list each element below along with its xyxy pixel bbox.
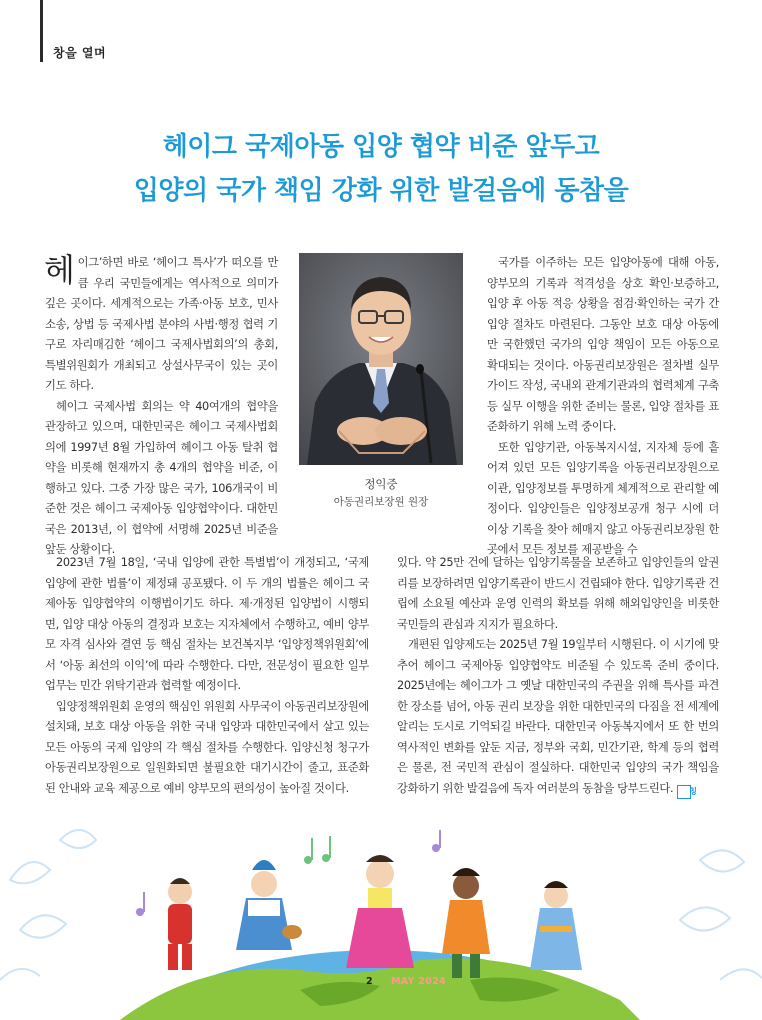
author-position: 아동권리보장원 원장 [333,496,429,508]
article-col-left-top [45,253,278,561]
article-paragraph [397,635,719,799]
author-name: 정익중 [364,477,398,491]
drop-cap: 헤 [44,251,75,289]
article-col-left-bottom [45,553,369,799]
children-globe-illustration [0,800,762,1020]
child-figure-icon [530,881,582,970]
paragraph-text: 개편된 입양제도는 2025년 7월 19일부터 시행된다. 이 시기에 맞추어 헤이그 국제아동 입양협약도 비준될 수 있도록 준비 중이다. 2025년에는 헤이그가 그 옛날 대한민국의 주권을 위해 특사를 파견한 장소를 넘어, 아동 권리 보장을 위한 대한민국의 다짐을 전 세계에 알리는 도시로 기억되길 바란다. 대한민국 아동복지에서 또 한 번의 역사적인 변화를 앞둔 지금, 정부와 국회, 민간기관, 학계 등의 협력은 물론, 전 국민적 관심이 절실하다. 대한민국 입양의 국가 책임을 강화하기 위한 발걸음에 독자 여러분의 동참을 당부드린다. [397,638,719,795]
end-mark-icon: 칭 [677,785,691,799]
leaf-decoration-icon [680,850,762,980]
article-paragraph: 2023년 7월 18일, ‘국내 입양에 관한 특별법’이 개정되고, ‘국제 입양에 관한 법률’이 제정돼 공포됐다. 이 두 개의 법률은 헤이그 국제아동 입양협약의 이행법이기도 하다. 제·개정된 입양법이 시행되면, 입양 대상 아동의 결정과 보호는 지자체에서 수행하고, 예비 양부모 자격 심사와 결연 등 핵심 절차는 보건복지부 ‘입양정책위원회’에서 ‘아동 최선의 이익’에 따라 수행한다. 다만, 전문성이 필요한 일부 업무는 민간 위탁기관과 협력할 예정이다. [45,556,369,692]
issue-date: MAY 2024 [391,976,446,987]
article-paragraph: 헤이그 국제사법 회의는 약 40여개의 협약을 관장하고 있으며, 대한민국은 헤이그 국제사법회의에 1997년 8월 가입하여 헤이그 아동 탈취 협약을 비롯해 현재까지 총 4개의 협약을 비준, 이행하고 있다. 그중 가장 많은 국가, 106개국이 비준한 것은 헤이그 국제아동 입양협약이다. 대한민국은 2013년, 이 협약에 서명해 2025년 비준을 앞둔 상황이다. [45,399,278,556]
child-figure-icon [346,855,414,968]
section-tag: 창을 열며 [53,46,107,60]
child-figure-icon [236,860,302,950]
paragraph-text: 이그’하면 바로 ‘헤이그 특사’가 떠오를 만큼 우리 국민들에게는 역사적으로 의미가 깊은 곳이다. 세계적으로는 가족·아동 보호, 민사소송, 상법 등 국제사법 분야의 사법·행정 협력 기구로 자리매김한 ‘헤이그 국제사법회의’의 총회, 특별위원회가 개최되고 상설사무국이 있는 곳이기도 하다. [45,256,278,392]
leaf-decoration-icon [0,830,96,980]
article-col-right-bottom [397,553,719,799]
author-photo [299,253,463,465]
page-number: 2 [366,976,373,987]
article-paragraph: 국가를 이주하는 모든 입양아동에 대해 아동, 양부모의 기록과 적격성을 상호 확인·보증하고, 입양 후 아동 적응 상황을 점검·확인하는 국가 간 입양 절차도 마련된다. 그동안 보호 대상 아동에만 국한했던 국가의 입양 책임이 모든 아동으로 확대되는 것이다. 아동권리보장원은 절차별 실무가이드 작성, 국내외 관계기관과의 협력체계 구축 등 실무 이행을 위한 준비는 물론, 입양 절차를 표준화하기 위해 노력 중이다. [487,256,719,433]
article-col-right-top [487,253,719,561]
headline-line-1: 헤이그 국제아동 입양 협약 비준 앞두고 [162,132,600,162]
child-figure-icon [168,878,192,970]
section-marker [40,0,43,62]
music-note-icon [304,836,331,864]
article-paragraph [45,253,278,397]
article-paragraph: 있다. 약 25만 건에 달하는 입양기록물을 보존하고 입양인들의 알권리를 보장하려면 입양기록관이 반드시 건립돼야 한다. 입양기록관 건립에 소요될 예산과 운영 인력의 확보를 위해 해외입양인을 비롯한 국민들의 관심과 지지가 필요하다. [397,556,719,631]
article-paragraph: 또한 입양기관, 아동복지시설, 지자체 등에 흩어져 있던 모든 입양기록을 아동권리보장원으로 이관, 입양정보를 투명하게 체계적으로 관리할 예정이다. 입양인들은 입양정보공개 청구 시에 더 이상 기록을 찾아 헤매지 않고 아동권리보장원 한 곳에서 모든 정보를 제공받을 수 [487,440,719,556]
article-paragraph: 입양정책위원회 운영의 핵심인 위원회 사무국이 아동권리보장원에 설치돼, 보호 대상 아동을 위한 국내 입양과 대한민국에서 살고 있는 모든 아동의 국제 입양의 각 핵심 절차를 수행한다. 입양신청 청구가 아동권리보장원으로 일원화되면 불필요한 대기시간이 줄고, 표준화된 안내와 교육 제공으로 예비 양부모의 편의성이 높아질 것이다. [45,699,369,795]
headline-line-2: 입양의 국가 책임 강화 위한 발걸음에 동참을 [133,176,629,206]
